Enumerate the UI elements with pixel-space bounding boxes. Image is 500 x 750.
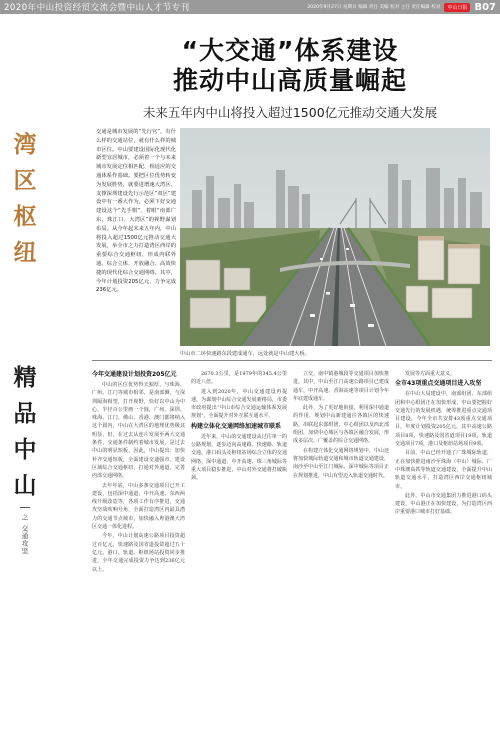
body-paragraph: 在构建立体化交通网络规划中，中山还将加快城际轨道交通和城市轨道交通建设，南沙至中山至江门城际、深中城际等项目正在规划推进，中山有望迈入轨道交通时代。: [293, 447, 389, 479]
section-heading: 构建立体化交通网络加速城市联系: [191, 422, 282, 430]
header-right: [307, 2, 496, 13]
rail-char: 区: [13, 167, 37, 194]
headline: [90, 36, 490, 121]
body-paragraph: 中山的区位优势得天独厚，与珠海、广州、江门等城市相邻，是南部侧，与深圳隔海相望，打开视野，恰好以中山为中心，半径百公里画一个圆，广州、深圳、珠海、江门、佛山、香港、澳门都将纳入这个圆内，中山在大湾区的地理优势极其明显，但，在过去从连片发展至两大交通条件，交通条件制约着城市发展，是过去中山的明显短板，因此，中山提出：加快补齐交通短板，全面建设交通强市，建设区域综合交通枢纽，打通对外通道，完善内部交通网络。: [92, 382, 185, 480]
rail-char: 品: [13, 400, 37, 427]
section-divider: [92, 360, 492, 361]
rail-char: 纽: [13, 239, 37, 266]
side-rail: [0, 15, 48, 750]
photo-caption: 中山市二环快速路东段建成通车，远处就是中山建大桥。: [180, 351, 310, 357]
section-heading: 今年交通建设计划投资205亿元: [92, 371, 177, 378]
paper-badge: 中山日报: [444, 3, 470, 12]
article-column-2: [191, 370, 287, 745]
body-paragraph: 发展等方面重大意义。: [405, 371, 456, 377]
issue-meta: 2020年9月27日 星期日 编辑 责任 美编 校对 主任 责任编辑 校对: [307, 5, 441, 10]
headline-line-2: 推动中山高质量崛起: [172, 66, 407, 95]
body-paragraph: 今年，中山计划高速公路项目投资超过百亿元，快速路及国省道投资超过五十亿元，港口、轨道、枢纽场站投资同步推进，全年交通完成投资力争达到236亿元以上。: [92, 533, 185, 573]
article-column-3: [293, 370, 389, 745]
rail-divider: [20, 507, 30, 508]
rail-char: 精: [13, 364, 37, 391]
article-column-1: [92, 370, 185, 745]
page-number: B07: [474, 1, 496, 13]
body-paragraph: 在中山大局建设中，南部组团、东部组团和中心组团正在加快形成，中山要把握好交通先行的发展机遇，统筹推进重点交通项目建设，今年全市共安排43项重点交通项目，年度计划投资205亿元，其中高速公路项目8项，快速路及国省道项目19项，轨道交通项目7项，港口及枢纽站场项目9项。: [395, 391, 492, 448]
page-header: [0, 0, 500, 14]
body-paragraph: 立交，南中镇港城段等交通项目加快推进。其中，中山至江门高速公路项目已建成通车，中开高速、香海高速等项目计划今年年底建成通车。: [293, 371, 389, 402]
highway-illustration: [180, 128, 490, 346]
body-paragraph: 此外，中山市交通集团力推进港口码头建设，中山港正在加快建设，为打造湾区西岸重要港口城市打好基础。: [395, 492, 492, 516]
headline-line-1: “大交通”体系建设: [181, 36, 399, 65]
body-paragraph: 进入到2020年，中山交通建设再提速，为谋划中山综合交通发展新格局，市委市政府提出“中山市综合交通运输体系发展规划”，全面提升对外互联互通水平。: [191, 388, 287, 420]
section-title: 2020年中山投资经贸交流会暨中山人才节专刊: [4, 3, 190, 13]
body-paragraph: 目前，中山已经开通了广珠城际轨道，正在加快推进南沙至珠海（中山）城际、广中珠澳高铁等轨道交通建设，全面提升中山轨道交通水平，打造湾区西岸交通枢纽城市。: [395, 450, 492, 490]
subheadline: 未来五年内中山将投入超过1500亿元推动交通大发展: [142, 105, 438, 120]
body-paragraph: 去年年底，中山多条交通项目已开工建设，包括深中通道、中开高速、东西两线升级改造等，各项工作有序推进，交通攻坚战吹响号角，全面打造湾区内最具潜力的交通节点城市，加快融入粤港澳大湾区交通一体化进程。: [92, 482, 185, 531]
lead-paragraph: 交通是城市发展的“先行官”，有什么样的交通站位，就有什么样的城市区位。中山要建设国际化现代化新型宜居城市，必须着一个与未来城市发展定位相匹配、相适应的交通体系作基础。要把区位优势转变为发展胜势，就要进增速大湾区、支撑深圳建设先行示范区“双区”建设中有一番大作为，必须下好交通建设这个“先手棋”，着眼“南部广东、珠江口、大湾区”的视野谋划布局。从今年起未来五年内，中山将投入超过1500亿元推动交通大发展，举全市之力打造湾区西岸的重要综合交通枢纽，形成内联外通、综合立体、开放融合、高效快捷的现代化综合交通网络。其中，今年计划投资205亿元，力争完成236亿元。: [96, 129, 176, 294]
article-column-4: [395, 370, 492, 745]
body-paragraph: 2670.3公里，是1979年的345.4公里的近八倍。: [191, 371, 287, 386]
highway-photo: [180, 128, 490, 346]
body-paragraph: 近年来，中山的交通建设从过往单一的公路规划，逐步迈向高速路、快速路、轨道交通、港口码头及枢纽站场综合立体的交通网络，深中通道、中开高速、珠三角城际等重大项目稳步推进，中山对外交通将打破瓶颈。: [191, 433, 287, 482]
rail-column-top: [7, 127, 43, 271]
rail-char: 中: [13, 436, 37, 463]
rail-char: 山: [13, 472, 37, 499]
rail-tag: 之 交通攻坚: [20, 514, 29, 555]
rail-char: 湾: [13, 131, 37, 158]
rail-column-bottom: [7, 360, 43, 555]
section-heading: 全市43项重点交通项目进入攻坚: [395, 380, 482, 388]
body-paragraph: 此外，为了更好地衔接，利用深中通道的作用，规划中山新建通往各镇区的快速路，串联起东部组团、中心组团以及西北部组团，加快中心城区与各镇区融合发展，形成多层次、广覆盖的综合交通网络。: [293, 405, 389, 445]
rail-char: 枢: [13, 203, 37, 230]
